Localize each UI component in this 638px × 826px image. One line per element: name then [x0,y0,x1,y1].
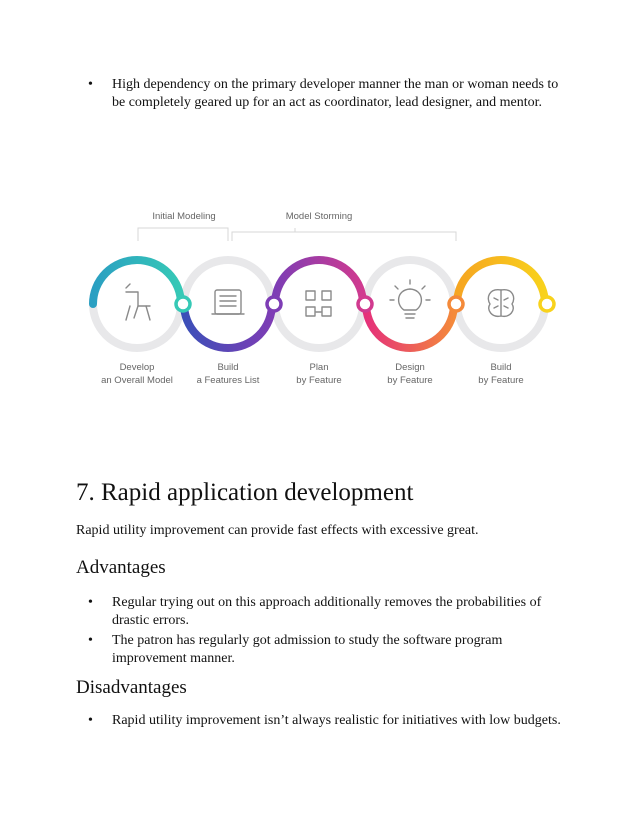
arc-plan [275,260,363,304]
arc-build-list [184,304,272,348]
brain-icon [488,290,513,317]
stage-label-build-feature-1: Build [490,362,512,373]
list-item-text: The patron has regularly got admission to study the software program improvement manner. [112,633,503,666]
connector-dot [176,297,190,311]
bracket-lines [138,228,456,241]
list-item [88,712,568,730]
stage-label-build-list-1: Build [217,362,239,373]
connector-dot [358,297,372,311]
advantages-heading: Advantages [76,557,166,578]
stage-label-develop-1: Develop [119,362,155,373]
bullet-list-intro [88,76,568,114]
top-label-initial-modeling: Initial Modeling [152,211,216,222]
list-item [88,594,568,630]
top-label-model-storming: Model Storming [285,211,353,222]
bullet-icon: • [88,633,93,648]
bullet-icon: • [88,713,93,728]
fdd-process-diagram [80,200,560,400]
section-heading: 7. Rapid application development [76,479,414,506]
list-item-text: Regular trying out on this approach additionally removes the probabilities of drastic errors. [112,595,542,628]
disadvantages-heading: Disadvantages [76,677,187,698]
stage-label-plan-2: by Feature [296,375,342,386]
list-item [88,76,568,112]
list-item-text: High dependency on the primary developer manner the man or woman needs to be completely geared up for an act as coordinator, lead designer, and mentor. [112,77,559,110]
stage-label-design-1: Design [395,362,425,373]
bullet-icon: • [88,77,93,92]
plan-blocks-icon [306,291,331,316]
advantages-list [88,594,568,670]
intro-paragraph: Rapid utility improvement can provide fast effects with excessive great. [76,523,479,538]
table-chair-icon [126,284,150,320]
stage-label-build-list-2: a Features List [196,375,260,386]
bullet-icon: • [88,595,93,610]
list-document-icon [212,290,244,314]
arc-develop [93,260,181,304]
stage-label-plan-1: Plan [309,362,329,373]
list-item-text: Rapid utility improvement isn’t always realistic for initiatives with low budgets. [112,713,561,728]
disadvantages-list [88,712,568,732]
stage-label-develop-2: an Overall Model [101,375,173,386]
list-item [88,632,568,668]
connector-dot [267,297,281,311]
connector-dot [449,297,463,311]
stage-label-build-feature-2: by Feature [478,375,524,386]
connector-dot [540,297,554,311]
lightbulb-icon [390,280,430,318]
stage-label-design-2: by Feature [387,375,433,386]
